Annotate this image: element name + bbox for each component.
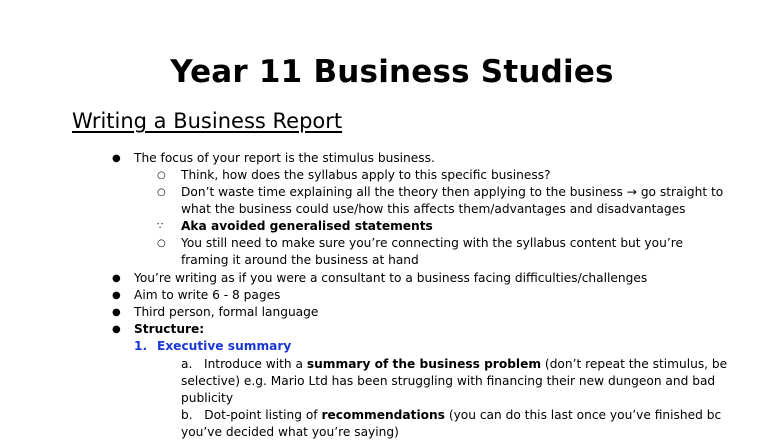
bullet-marker: ● [112, 290, 121, 301]
sub-item-a-line2: selective) e.g. Mario Ltd has been struggling with financing their new dungeon and bad [181, 374, 716, 388]
structure-item-executive-summary: Executive summary [157, 339, 292, 353]
bullet-person: Third person, formal language [134, 305, 319, 319]
sub-bullet-aka: Aka avoided generalised statements [181, 219, 433, 233]
bullet-marker: ● [112, 307, 121, 318]
sub-bullet-still-line1: You still need to make sure you’re connecting with the syllabus content but you’re [181, 236, 683, 250]
sub-item-b-text: Dot-point listing of [204, 408, 322, 422]
bullet-marker: ● [112, 324, 121, 335]
sub-item-b-text-post: (you can do this last once you’ve finished bc [444, 408, 722, 422]
bullet-aim: Aim to write 6 - 8 pages [134, 288, 281, 302]
sub-bullet-think: Think, how does the syllabus apply to this specific business? [181, 168, 551, 182]
sub-bullet-marker: ○ [157, 187, 166, 198]
sub-item-b-line1 [181, 407, 721, 424]
structure-item-number: 1. [134, 339, 148, 353]
bullet-focus: The focus of your report is the stimulus business. [134, 151, 435, 165]
bullet-marker: ● [112, 273, 121, 284]
sub-item-a-bold: summary of the business problem [306, 357, 542, 371]
sub-item-a-label: a. [181, 357, 193, 371]
sub-bullet-marker: ○ [157, 238, 166, 249]
sub-bullet-marker: ○ [157, 170, 166, 181]
sub-item-b-bold: recommendations [321, 408, 445, 422]
bullet-marker: ● [112, 153, 121, 164]
section-heading: Writing a Business Report [72, 109, 343, 133]
sub-item-a-text-post: (don’t repeat the stimulus, be [541, 357, 728, 371]
sub-item-b-label: b. [181, 408, 193, 422]
page-title: Year 11 Business Studies [170, 54, 614, 90]
sub-item-a-line1 [181, 356, 727, 373]
bullet-structure: Structure: [134, 322, 205, 336]
sub-bullet-dont-line2: what the business could use/how this affects them/advantages and disadvantages [181, 202, 686, 216]
sub-item-a-text: Introduce with a [203, 357, 307, 371]
sub-bullet-marker: ∵ [157, 221, 164, 232]
sub-item-b-line2: you’ve decided what you’re saying) [181, 425, 399, 439]
sub-bullet-still-line2: framing it around the business at hand [181, 253, 419, 267]
sub-item-a-line3: publicity [181, 391, 234, 405]
bullet-consultant: You’re writing as if you were a consultant to a business facing difficulties/challenges [134, 271, 648, 285]
sub-bullet-dont-line1: Don’t waste time explaining all the theory then applying to the business → go straight to [181, 185, 724, 199]
